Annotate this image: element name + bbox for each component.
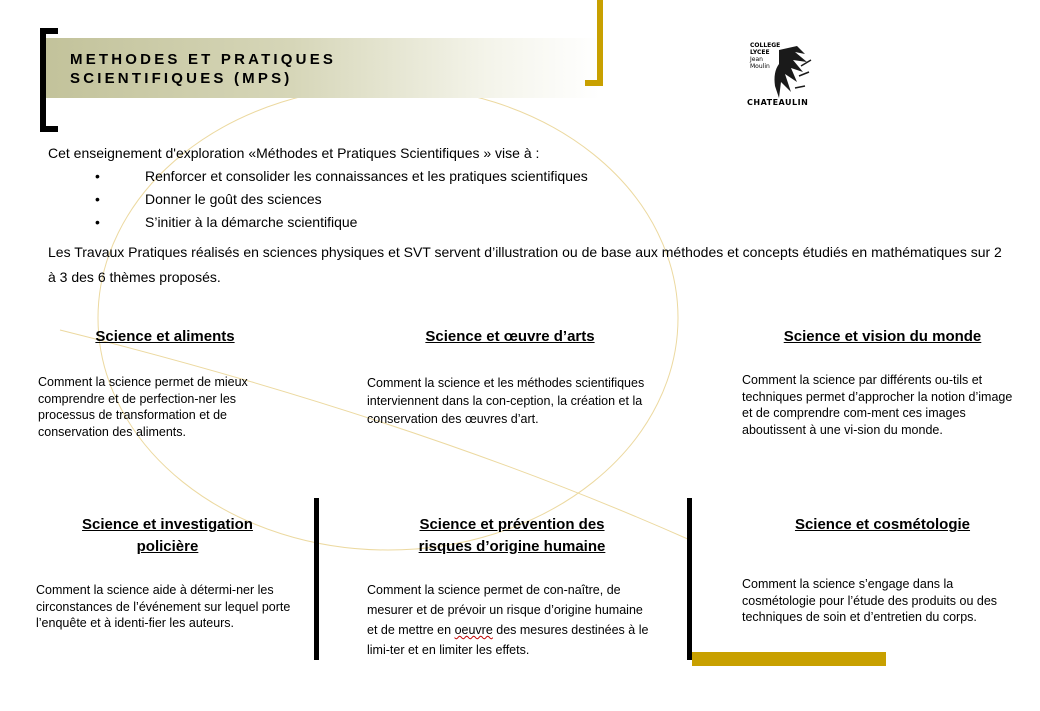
page-title-line1: METHODES ET PRATIQUES [70, 51, 337, 68]
objectives-list [95, 165, 588, 234]
theme-text-prevention-part2: des mesures destinées à le limi-ter et en limiter les effets. [367, 623, 649, 657]
theme-text-investigation: Comment la science aide à détermi-ner les circonstances de l’événement sur lequel porte l’enquête et à identi-fier les auteurs. [36, 583, 291, 630]
logo-text-line4: Moulin [750, 63, 770, 70]
theme-title-investigation [40, 514, 295, 558]
theme-text-arts: Comment la science et les méthodes scientifiques interviennent dans la con-ception, la création et la conservation des œuvres d’art. [367, 376, 645, 426]
right-bracket-vertical [597, 0, 603, 86]
logo-city-text: CHATEAULIN [747, 98, 809, 107]
gold-underline-bar [692, 652, 886, 666]
theme-text-prevention-part1: Comment la science permet de con-naître, de mesurer et de prévoir un risque d’origine humaine et de mettre en [367, 583, 643, 637]
theme-title-investigation-line1: Science et investigation [82, 516, 253, 533]
theme-title-prevention-line1: Science et prévention des [419, 516, 605, 533]
logo-text-line3: Jean [750, 56, 763, 63]
theme-text-prevention [367, 580, 652, 660]
theme-title-prevention [372, 514, 652, 558]
divider-bar-right [687, 498, 692, 660]
theme-title-vision: Science et vision du monde [783, 328, 982, 345]
intro-text: Cet enseignement d'exploration «Méthodes et Pratiques Scientifiques » vise à : [48, 145, 540, 161]
theme-title-aliments: Science et aliments [95, 328, 235, 345]
theme-title-prevention-line2: risques d’origine humaine [418, 538, 606, 555]
page-title [70, 50, 336, 88]
school-logo [745, 42, 817, 108]
left-bracket-bottom [40, 126, 58, 132]
theme-title-investigation-line2: policière [136, 538, 199, 555]
theme-text-aliments: Comment la science permet de mieux comprendre et de perfection-ner les processus de transformation et de conservation des aliments. [38, 375, 248, 439]
theme-text-vision: Comment la science par différents ou-tils et techniques permet d’approcher la notion d’image et de comprendre com-ment ces images aboutissent à une vi-sion du monde. [742, 373, 1013, 437]
list-item: • Donner le goût des sciences [95, 188, 588, 211]
theme-title-cosmetologie: Science et cosmétologie [794, 516, 971, 533]
theme-title-arts: Science et œuvre d’arts [425, 328, 595, 345]
list-item: • Renforcer et consolider les connaissances et les pratiques scientifiques [95, 165, 588, 188]
list-item: • S’initier à la démarche scientifique [95, 211, 588, 234]
logo-text-line1: COLLEGE [750, 42, 781, 49]
intro-paragraph: Les Travaux Pratiques réalisés en sciences physiques et SVT servent d’illustration ou de base aux méthodes et concepts étudiés en mathématiques sur 2 à 3 des 6 thèmes proposés. [48, 244, 1002, 285]
theme-text-cosmetologie: Comment la science s’engage dans la cosmétologie pour l’étude des produits ou des techniques de soin et d’entretien du corps. [742, 577, 998, 624]
logo-text-line2: LYCEE [750, 49, 770, 56]
page-title-line2: SCIENTIFIQUES (MPS) [70, 70, 293, 87]
left-bracket-vertical [40, 28, 46, 132]
left-bracket-top [40, 28, 58, 34]
divider-bar-left [314, 498, 319, 660]
spellcheck-word: oeuvre [454, 623, 493, 637]
right-bracket-bottom [585, 80, 603, 86]
